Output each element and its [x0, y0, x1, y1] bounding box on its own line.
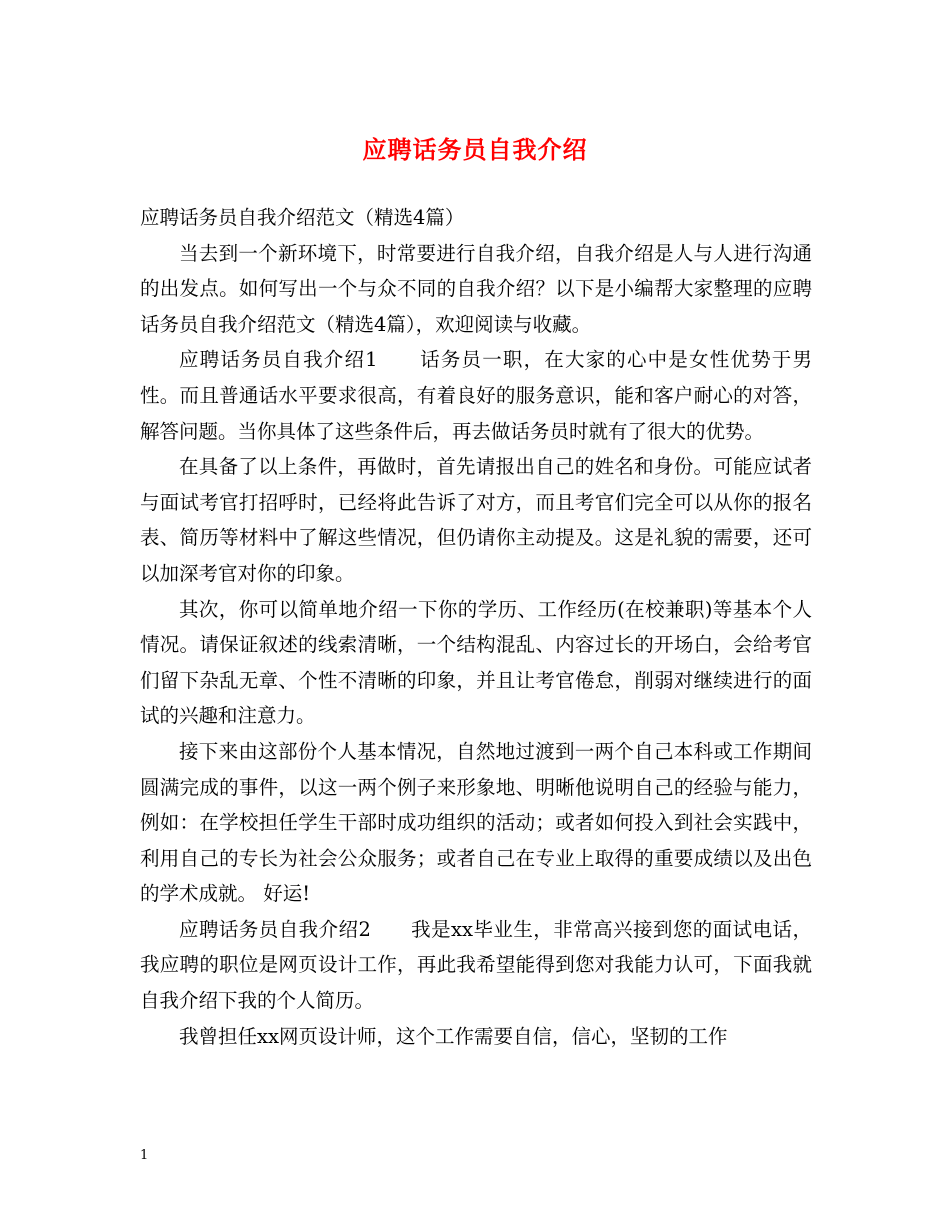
page-title: 应聘话务员自我介绍	[362, 135, 588, 164]
paragraph-intro: 当去到一个新环境下，时常要进行自我介绍，自我介绍是人与人进行沟通的出发点。如何写出一个与众不同的自我介绍？以下是小编帮大家整理的应聘话务员自我介绍范文（精选4篇），欢迎阅读与收藏。	[140, 241, 812, 336]
paragraph-work-history: 我曾担任xx网页设计师，这个工作需要自信，信心，坚韧的工作	[179, 1024, 728, 1048]
paragraph-section-2: 应聘话务员自我介绍2 我是xx毕业生，非常高兴接到您的面试电话，我应聘的职位是网页设计工作，再此我希望能得到您对我能力认可，下面我就自我介绍下我的个人简历。	[140, 917, 812, 1013]
paragraph-section-1: 应聘话务员自我介绍1 话务员一职，在大家的心中是女性优势于男性。而且普通话水平要求很高，有着良好的服务意识，能和客户耐心的对答，解答问题。当你具体了这些条件后，再去做话务员时就有了很大的优势。	[140, 348, 812, 443]
paragraph-name-identity: 在具备了以上条件，再做时，首先请报出自己的姓名和身份。可能应试者与面试考官打招呼时，已经将此告诉了对方，而且考官们完全可以从你的报名表、简历等材料中了解这些情况，但仍请你主动提及。这是礼貌的需要，还可以加深考官对你的印象。	[140, 455, 812, 585]
page-number: 1	[140, 1148, 149, 1163]
paragraph-experience: 接下来由这部份个人基本情况，自然地过渡到一两个自己本科或工作期间圆满完成的事件，以这一两个例子来形象地、明晰他说明自己的经验与能力，例如：在学校担任学生干部时成功组织的活动；或者如何投入到社会实践中，利用自己的专长为社会公众服务；或者自己在专业上取得的重要成绩以及出色的学术成就。 好运!	[140, 739, 812, 906]
document-subtitle: 应聘话务员自我介绍范文（精选4篇）	[140, 206, 465, 229]
paragraph-background: 其次，你可以简单地介绍一下你的学历、工作经历(在校兼职)等基本个人情况。请保证叙述的线索清晰，一个结构混乱、内容过长的开场白，会给考官们留下杂乱无章、个性不清晰的印象，并且让考官倦怠，削弱对继续进行的面试的兴趣和注意力。	[140, 597, 812, 728]
document-body	[140, 200, 812, 1054]
